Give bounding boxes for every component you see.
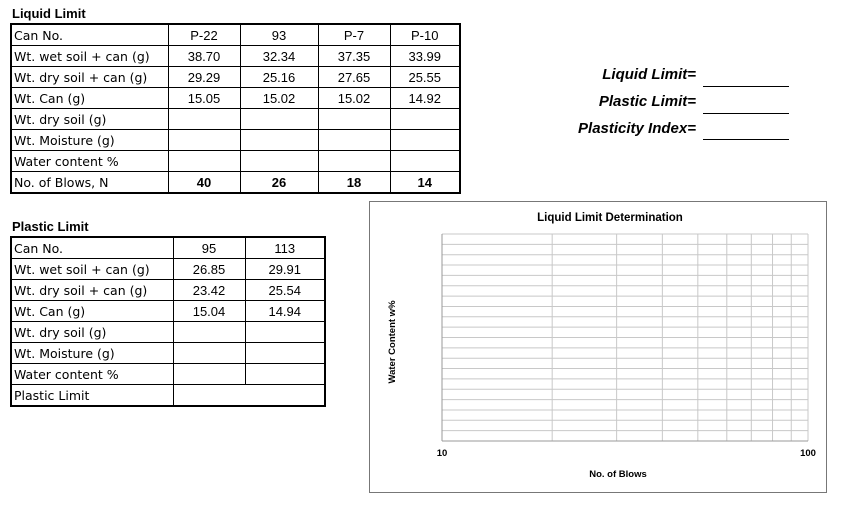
table-cell: 37.35 [318, 46, 390, 67]
table-cell: 18 [318, 172, 390, 194]
table-cell: P-22 [168, 24, 240, 46]
plastic-limit-result-label: Plastic Limit= [598, 93, 696, 110]
table-cell [168, 109, 240, 130]
row-label: Can No. [11, 24, 168, 46]
table-cell [173, 385, 325, 407]
plasticity-index-result-label: Plasticity Index= [578, 120, 696, 137]
table-cell: 14.92 [390, 88, 460, 109]
table-cell [390, 151, 460, 172]
table-cell: 26 [240, 172, 318, 194]
row-label: Wt. dry soil + can (g) [11, 280, 173, 301]
row-label: Water content % [11, 151, 168, 172]
chart-x-axis-label: No. of Blows [589, 469, 647, 480]
table-cell: 29.91 [245, 259, 325, 280]
table-row [11, 130, 460, 151]
plastic-limit-title: Plastic Limit [12, 219, 89, 234]
table-cell: P-7 [318, 24, 390, 46]
table-cell [240, 151, 318, 172]
table-cell [245, 343, 325, 364]
table-cell: 32.34 [240, 46, 318, 67]
table-cell: 113 [245, 237, 325, 259]
table-cell: 93 [240, 24, 318, 46]
chart-plot-area [437, 234, 816, 459]
table-cell: P-10 [390, 24, 460, 46]
table-cell: 14 [390, 172, 460, 194]
table-cell [168, 151, 240, 172]
table-cell: 15.04 [173, 301, 245, 322]
table-cell: 23.42 [173, 280, 245, 301]
table-row [11, 301, 325, 322]
table-cell: 29.29 [168, 67, 240, 88]
table-row [11, 88, 460, 109]
liquid-limit-table [10, 23, 461, 194]
table-cell [240, 109, 318, 130]
row-label: Wt. dry soil (g) [11, 109, 168, 130]
row-label: Wt. Can (g) [11, 301, 173, 322]
row-label: Wt. wet soil + can (g) [11, 46, 168, 67]
table-cell [240, 130, 318, 151]
table-cell: 15.05 [168, 88, 240, 109]
table-cell [173, 322, 245, 343]
table-cell [318, 130, 390, 151]
table-row [11, 172, 460, 194]
table-row [11, 151, 460, 172]
liquid-limit-result-label: Liquid Limit= [602, 66, 696, 83]
row-label: Wt. dry soil (g) [11, 322, 173, 343]
table-cell [245, 322, 325, 343]
row-label: Water content % [11, 364, 173, 385]
row-label: Wt. Moisture (g) [11, 343, 173, 364]
x-tick-label: 10 [436, 448, 448, 459]
row-label: Wt. wet soil + can (g) [11, 259, 173, 280]
table-cell [390, 130, 460, 151]
row-label: Wt. Moisture (g) [11, 130, 168, 151]
table-cell [173, 364, 245, 385]
table-cell: 15.02 [240, 88, 318, 109]
table-row [11, 322, 325, 343]
row-label: Wt. Can (g) [11, 88, 168, 109]
x-tick-label: 100 [800, 448, 816, 459]
table-cell: 40 [168, 172, 240, 194]
table-cell: 38.70 [168, 46, 240, 67]
table-cell: 26.85 [173, 259, 245, 280]
table-row [11, 24, 460, 46]
table-cell [173, 343, 245, 364]
table-cell: 95 [173, 237, 245, 259]
table-row [11, 67, 460, 88]
row-label: No. of Blows, N [11, 172, 168, 194]
table-cell [168, 130, 240, 151]
table-row [11, 46, 460, 67]
row-label: Can No. [11, 237, 173, 259]
table-cell: 25.55 [390, 67, 460, 88]
table-cell: 14.94 [245, 301, 325, 322]
table-row [11, 280, 325, 301]
plastic-limit-table [10, 236, 326, 407]
table-row [11, 109, 460, 130]
table-row [11, 385, 325, 407]
table-cell [245, 364, 325, 385]
plastic-limit-result-field[interactable] [703, 113, 789, 114]
table-cell: 27.65 [318, 67, 390, 88]
table-cell: 15.02 [318, 88, 390, 109]
table-cell [390, 109, 460, 130]
table-row [11, 237, 325, 259]
row-label: Plastic Limit [11, 385, 173, 407]
liquid-limit-chart [369, 201, 827, 493]
table-row [11, 259, 325, 280]
chart-y-axis-label: Water Content w% [387, 300, 398, 384]
table-cell [318, 151, 390, 172]
liquid-limit-title: Liquid Limit [12, 6, 86, 21]
table-cell: 25.54 [245, 280, 325, 301]
table-cell: 25.16 [240, 67, 318, 88]
table-cell [318, 109, 390, 130]
liquid-limit-result-field[interactable] [703, 86, 789, 87]
table-row [11, 343, 325, 364]
table-cell: 33.99 [390, 46, 460, 67]
table-row [11, 364, 325, 385]
chart-title: Liquid Limit Determination [537, 212, 683, 224]
plasticity-index-result-field[interactable] [703, 139, 789, 140]
row-label: Wt. dry soil + can (g) [11, 67, 168, 88]
